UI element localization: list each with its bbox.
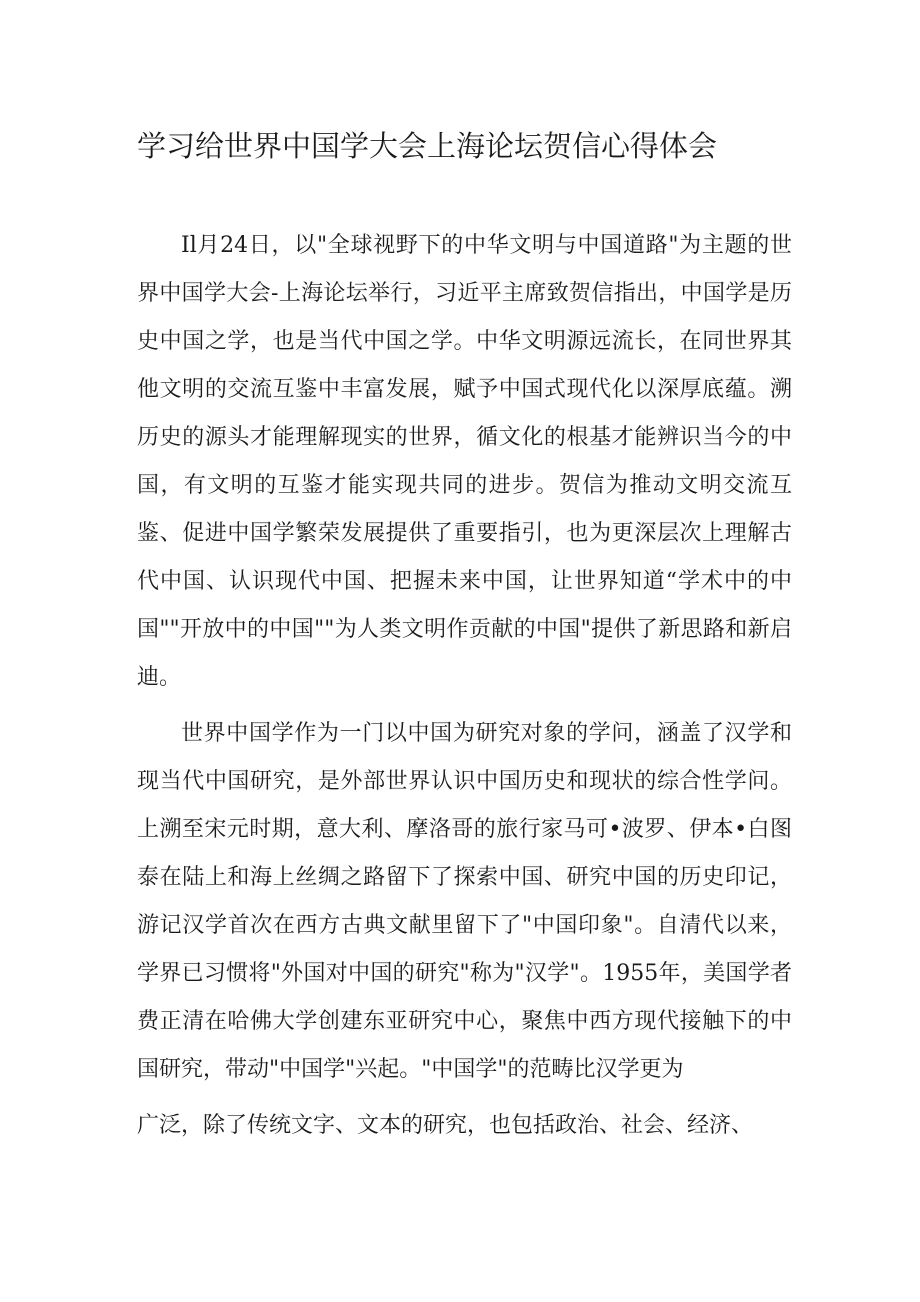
paragraph-2: 世界中国学作为一门以中国为研究对象的学问，涵盖了汉学和现当代中国研究，是外部世界认识中国历史和现状的综合性学问。上溯至宋元时期，意大利、摩洛哥的旅行家马可•波罗、伊本•白图泰在陆上和海上丝绸之路留下了探索中国、研究中国的历史印记，游记汉学首次在西方古典文献里留下了"中国印象"。自清代以来，学界已习惯将"外国对中国的研究"称为"汉学"。1955年，美国学者费正清在哈佛大学创建东亚研究中心，聚焦中西方现代接触下的中国研究，带动"中国学"兴起。"中国学"的范畴比汉学更为 <box>137 721 792 1082</box>
paragraph-1: Il月24日，以"全球视野下的中华文明与中国道路"为主题的世界中国学大会-上海论坛举行，习近平主席致贺信指出，中国学是历史中国之学，也是当代中国之学。中华文明源远流长，在同世界其他文明的交流互鉴中丰富发展，赋予中国式现代化以深厚底蕴。溯历史的源头才能理解现实的世界，循文化的根基才能辨识当今的中国，有文明的互鉴才能实现共同的进步。贺信为推动文明交流互鉴、促进中国学繁荣发展提供了重要指引，也为更深层次上理解古代中国、认识现代中国、把握未来中国，让世界知道“学术中的中国""开放中的中国""为人类文明作贡献的中国"提供了新思路和新启迪。 <box>137 233 792 690</box>
paragraph-3: 广泛，除了传统文字、文本的研究，也包括政治、社会、经济、 <box>137 1113 754 1138</box>
document-body <box>137 222 792 1150</box>
page-title: 学习给世界中国学大会上海论坛贺信心得体会 <box>137 129 718 163</box>
